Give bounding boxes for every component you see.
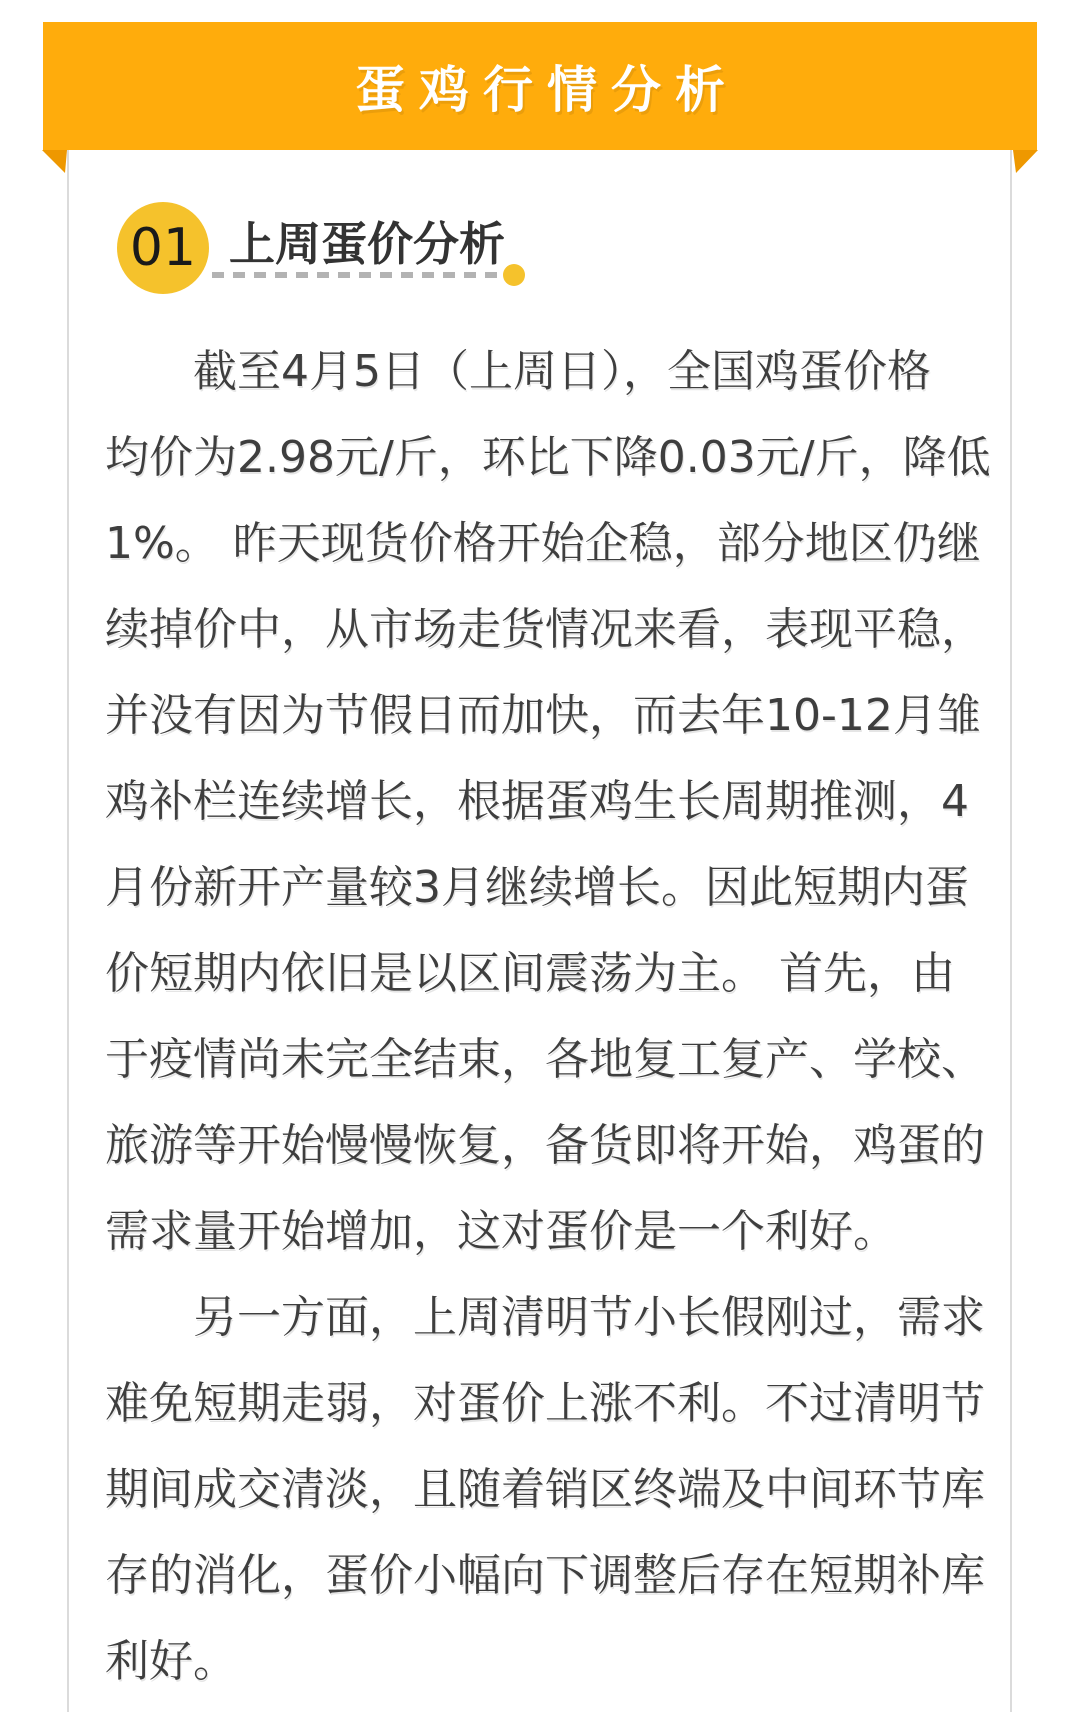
text-line: 存的消化，蛋价小幅向下调整后存在短期补库 — [105, 1550, 985, 1601]
section-title: 上周蛋价分析 — [229, 217, 505, 271]
dashed-underline — [212, 272, 504, 278]
content-card — [67, 148, 1012, 1712]
text-line: 截至4月5日（上周日），全国鸡蛋价格 — [193, 346, 931, 397]
text-line: 鸡补栏连续增长，根据蛋鸡生长周期推测，4 — [105, 776, 969, 827]
banner-fold-right — [1013, 150, 1038, 173]
text-line: 难免短期走弱，对蛋价上涨不利。不过清明节 — [105, 1378, 985, 1429]
text-line: 月份新开产量较3月继续增长。因此短期内蛋 — [105, 862, 969, 913]
text-line: 续掉价中，从市场走货情况来看，表现平稳， — [105, 604, 985, 655]
article-body — [105, 329, 991, 1705]
section-number-badge: 01 — [117, 202, 209, 294]
text-line: 均价为2.98元/斤，环比下降0.03元/斤，降低 — [105, 432, 991, 483]
underline-end-dot — [503, 264, 525, 286]
banner — [43, 22, 1037, 150]
text-line: 需求量开始增加，这对蛋价是一个利好。 — [105, 1206, 897, 1257]
text-line: 并没有因为节假日而加快，而去年10-12月雏 — [105, 690, 981, 741]
text-line: 旅游等开始慢慢恢复，备货即将开始，鸡蛋的 — [105, 1120, 985, 1171]
banner-title: 蛋鸡行情分析 — [355, 61, 739, 119]
text-line: 期间成交清淡，且随着销区终端及中间环节库 — [105, 1464, 985, 1515]
text-line: 另一方面，上周清明节小长假刚过，需求 — [193, 1292, 985, 1343]
text-line: 价短期内依旧是以区间震荡为主。 首先，由 — [105, 948, 955, 999]
text-line: 1%。 昨天现货价格开始企稳，部分地区仍继 — [105, 518, 981, 569]
text-line: 利好。 — [105, 1636, 237, 1687]
text-line: 于疫情尚未完全结束，各地复工复产、学校、 — [105, 1034, 985, 1085]
banner-fold-left — [42, 150, 67, 173]
